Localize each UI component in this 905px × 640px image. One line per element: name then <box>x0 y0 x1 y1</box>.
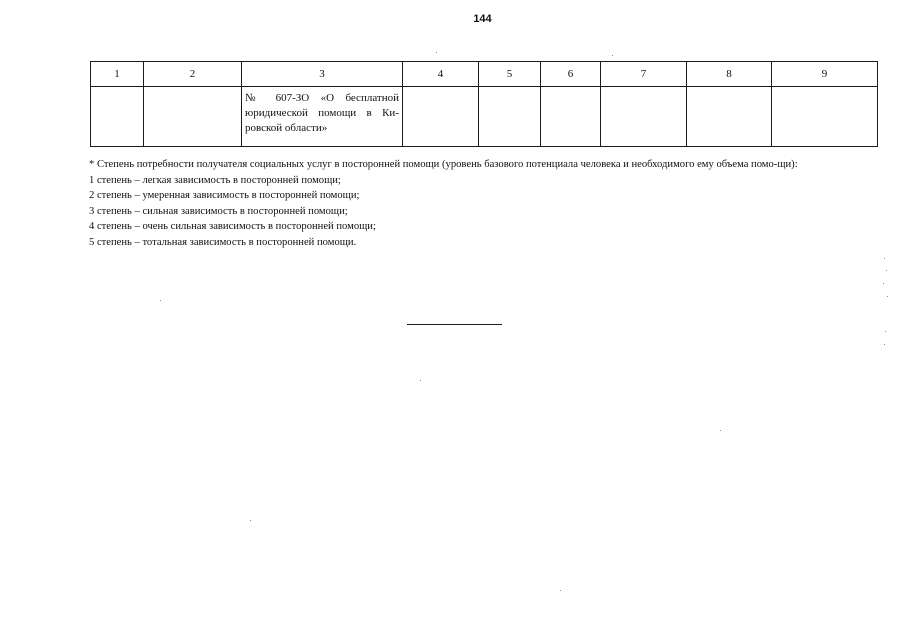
table-cell <box>479 87 541 147</box>
scan-speck <box>887 296 888 297</box>
scan-speck <box>436 52 437 53</box>
footnote-line: 2 степень – умеренная зависимость в посторонней помощи; <box>89 190 360 202</box>
table-cell <box>403 87 479 147</box>
scan-speck <box>160 300 161 301</box>
table-cell <box>772 87 878 147</box>
scan-speck <box>560 590 561 591</box>
footnote-line: 3 степень – сильная зависимость в посторонней помощи; <box>89 205 348 217</box>
table-cell <box>91 87 144 147</box>
scan-speck <box>886 270 887 271</box>
footnote <box>89 157 865 251</box>
column-header: 9 <box>772 62 878 87</box>
page-number: 144 <box>473 13 492 25</box>
footnote-intro: * Степень потребности получателя социальных услуг в посторонней помощи (уровень базового потенциала человека и необходимого ему объема помо-щи): <box>89 159 798 170</box>
footnote-line: 4 степень – очень сильная зависимость в посторонней помощи; <box>89 221 376 233</box>
table-cell <box>687 87 772 147</box>
scan-speck <box>720 430 721 431</box>
table-row <box>91 87 878 147</box>
scan-speck <box>884 258 885 259</box>
footnote-line: 5 степень – тотальная зависимость в посторонней помощи. <box>89 236 357 248</box>
scan-speck <box>250 520 251 521</box>
column-header: 2 <box>144 62 242 87</box>
scan-speck <box>885 331 886 332</box>
scan-speck <box>612 55 613 56</box>
column-header: 5 <box>479 62 541 87</box>
scan-speck <box>420 380 421 381</box>
separator-line <box>407 324 502 325</box>
column-header: 7 <box>601 62 687 87</box>
column-header: 8 <box>687 62 772 87</box>
column-header: 4 <box>403 62 479 87</box>
table-header-row <box>91 62 878 87</box>
table-cell-law-reference: № 607-ЗО «О бесплатной юридической помощи в Ки-ровской области» <box>242 87 403 147</box>
scan-speck <box>883 283 884 284</box>
column-header: 1 <box>91 62 144 87</box>
table-cell <box>541 87 601 147</box>
footnote-line: 1 степень – легкая зависимость в посторонней помощи; <box>89 174 341 186</box>
table-cell <box>601 87 687 147</box>
table-cell <box>144 87 242 147</box>
column-header: 3 <box>242 62 403 87</box>
data-table <box>90 61 878 147</box>
scan-speck <box>884 344 885 345</box>
column-header: 6 <box>541 62 601 87</box>
